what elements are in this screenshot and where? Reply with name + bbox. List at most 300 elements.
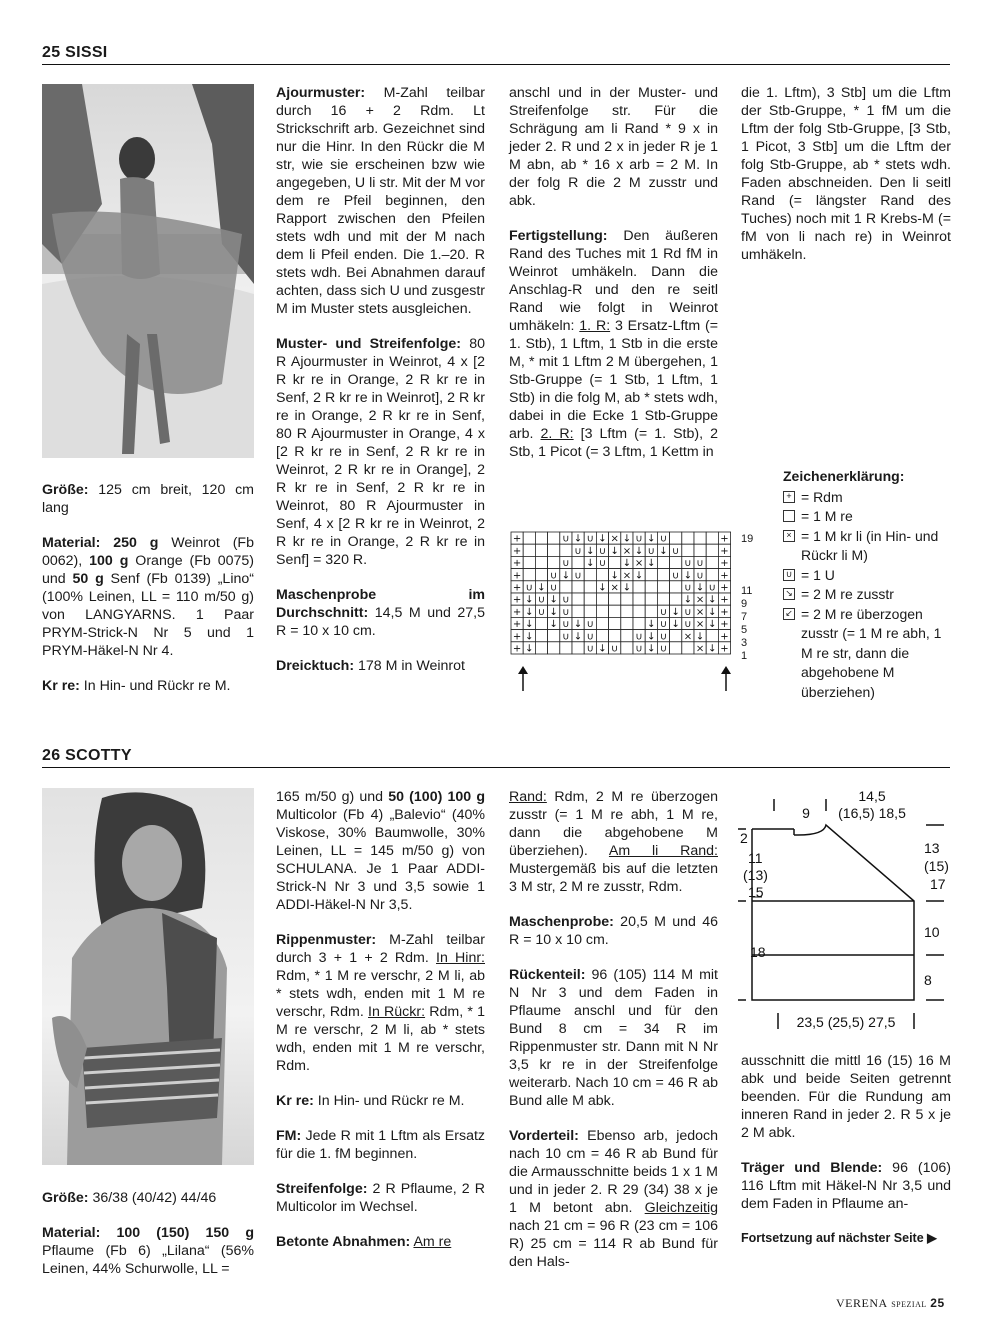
chart-cell <box>670 593 682 605</box>
chart-symbol: ↓ <box>634 570 644 582</box>
chart-cell <box>633 605 645 617</box>
chart-cell <box>609 556 621 568</box>
chart-symbol: ↓ <box>622 533 632 545</box>
chart-cell <box>548 630 560 642</box>
chart-cell <box>596 605 608 617</box>
chart-symbol: ↓ <box>573 619 583 631</box>
dim-left-2: (13) <box>743 867 768 883</box>
chart-symbol: ∪ <box>586 643 594 655</box>
chart-symbol: ↓ <box>586 558 595 570</box>
chart-symbol: ∪ <box>562 606 570 618</box>
chart-symbol: ↓ <box>549 594 558 606</box>
chart-symbol: × <box>695 619 705 631</box>
chart-cell <box>621 605 633 617</box>
legend-text: = 2 M re überzogen zusstr (= 1 M re abh, 1 M re str, dann die abgehobene M überziehen) <box>801 605 942 700</box>
ajour-text: M-Zahl teilbar durch 16 + 2 Rdm. Lt Strickschrift arb. Gezeichnet sind nur die Hinr. In den Rückr die M str, wie sie erscheinen bzw wie angegeben, U li str. Mit der M vor dem re Pfeil beginnen, den Rapport zwischen den Pfeilen stets wdh und mit der M nach dem li Pfeil enden. Die 1.–20. R stets wdh. Bei Abnahmen darauf achten, dass sich U und zusgestr M im Muster stets ausgleichen. <box>276 85 485 317</box>
row1-label: 1. R: <box>579 318 611 334</box>
chart-cell <box>621 593 633 605</box>
chart-cell <box>706 544 718 556</box>
chart-symbol: ∪ <box>586 619 594 631</box>
material-amount-2: 50 (100) 100 g <box>383 789 485 805</box>
chart-cell <box>535 630 547 642</box>
chart-cell <box>609 605 621 617</box>
dim-top: 14,5 <box>858 788 886 804</box>
chart-symbol: + <box>512 619 522 631</box>
chart-symbol: ↓ <box>622 582 632 594</box>
rippen-rueckr-label: In Rückr: <box>368 1004 426 1020</box>
chart-symbol: + <box>512 545 522 557</box>
chart-symbol: + <box>512 570 522 582</box>
legend-edge-stitch-icon: + <box>783 491 795 503</box>
chart-symbol: + <box>720 643 729 655</box>
dim-shoulder-drop: 2 <box>740 830 748 846</box>
legend-item <box>783 507 951 527</box>
chart-symbol: ∪ <box>562 558 570 570</box>
chart-symbol: ∪ <box>562 533 570 545</box>
chart-symbol: ↓ <box>708 606 717 618</box>
chart-symbol: ∪ <box>684 606 692 618</box>
chart-symbol: ↓ <box>573 533 583 545</box>
chart-cell <box>572 642 584 654</box>
continue-note: Fortsetzung auf nächster Seite ▶ <box>741 1231 937 1245</box>
chart-symbol: ↓ <box>586 545 595 557</box>
chart-symbol: ∪ <box>659 606 668 618</box>
krre-label: Kr re: <box>276 1093 314 1109</box>
chart-cell <box>657 569 669 581</box>
chart-symbol: × <box>622 570 632 582</box>
chart-symbol: ↓ <box>525 619 534 631</box>
dreieck-text: 178 M in Weinrot <box>354 658 465 674</box>
chart-symbol: ↓ <box>610 570 619 582</box>
chart-symbol: ∪ <box>635 631 643 643</box>
chart-cell <box>548 556 560 568</box>
chart-cell <box>572 581 584 593</box>
chart-cell <box>633 617 645 629</box>
chart-cell <box>548 642 560 654</box>
size-text: 36/38 (40/42) 44/46 <box>88 1190 217 1206</box>
chart-symbol: ↓ <box>695 631 705 643</box>
row-number: 7 <box>741 611 748 623</box>
chart-cell <box>535 532 547 544</box>
chart-symbol: ↓ <box>647 558 656 570</box>
streifen-text: 2 R Pflaume, 2 R Multicolor im Wechsel. <box>276 1181 485 1215</box>
chart-symbol: ∪ <box>635 643 643 655</box>
chart-cell <box>560 544 572 556</box>
chart-symbol: ↓ <box>537 582 546 594</box>
chart-symbol: ∪ <box>684 582 692 594</box>
chart-cell <box>621 617 633 629</box>
chart-cell <box>633 581 645 593</box>
vorder-gleichzeitig: Gleichzeitig <box>644 1200 719 1216</box>
chart-symbol: ∪ <box>537 606 546 618</box>
section-rule <box>42 64 950 65</box>
chart-symbol: × <box>610 582 619 594</box>
material-label: Material: <box>42 1225 101 1241</box>
section-title-sissi: 25 SISSI <box>42 44 108 61</box>
chart-cell <box>682 532 694 544</box>
fertig-label: Fertigstellung: <box>509 228 608 244</box>
chart-cell <box>535 556 547 568</box>
chart-cell <box>670 556 682 568</box>
chart-symbol: + <box>512 594 522 606</box>
chart-cell <box>657 581 669 593</box>
material-amount-3: 50 g <box>65 571 104 587</box>
chart-cell <box>609 617 621 629</box>
chart-cell <box>560 581 572 593</box>
legend-text: = 2 M re zusstr <box>801 586 894 602</box>
chart-cell <box>657 593 669 605</box>
row-number: 1 <box>741 650 748 662</box>
rippen-text: Rdm, * 1 M re verschr, 2 M li, ab * stets wdh, enden mit 1 M re verschr, Rdm. <box>276 968 485 1020</box>
chart-cell <box>706 556 718 568</box>
chart-cell <box>657 556 669 568</box>
row-number: 19 <box>741 533 754 545</box>
chart-legend <box>783 467 951 702</box>
chart-symbol: × <box>695 643 705 655</box>
chart-symbol: ↓ <box>561 570 571 582</box>
column-sissi-4 <box>741 84 951 281</box>
page-number: 25 <box>930 1296 945 1310</box>
material-label: Material: <box>42 535 101 551</box>
chart-symbol: ∪ <box>696 558 704 570</box>
col4-text: die 1. Lftm), 3 Stb] um die Lftm der Stb-Gruppe, * 1 fM um die Lftm der folg Stb-Gruppe, [3 Stb, 1 Picot, 3 Stb] um die Lftm der folg Stb-Gruppe, ab * stets wdh. Faden abschneiden. Den li seitl Rand (= längster Rand des Tuches) noch mit 1 R Krebs-M (= fM von li nach re) in Weinrot umhäkeln. <box>741 85 951 263</box>
rippen-hinr-label: In Hinr: <box>436 950 485 966</box>
legend-item <box>783 605 951 703</box>
chart-cell <box>645 605 657 617</box>
chart-symbol: ↓ <box>647 631 656 643</box>
chart-symbol: ↓ <box>695 582 705 594</box>
row1-text: 3 Ersatz-Lftm (= 1. Stb), 1 Lftm, 1 Stb in die erste M, * mit 1 Lftm 2 M übergehen, 1 Stb-Gruppe (= 1 Stb, 1 Lftm, 1 Stb) in die folg M, ab * stets wdh, dabei in die Ecke 1 Stb-Gruppe arb. <box>509 318 719 442</box>
vorder-text: Ebenso arb, jedoch nach 10 cm = 46 R ab Bund für die Armausschnitte beids 1 x 1 M und in jeder 2. R 29 (34) 38 x je 1 M betont abn. <box>509 1128 718 1216</box>
chart-cell <box>535 642 547 654</box>
chart-cell <box>609 630 621 642</box>
chart-symbol: ↓ <box>647 619 656 631</box>
chart-symbol: + <box>512 643 522 655</box>
material-cont-text-2: Multicolor (Fb 4) „Balevio“ (40% Viskose, 30% Baumwolle, 30% Leinen, LL = 145 m/50 g) von SCHULANA. Je 1 Paar ADDI-Strick-N Nr 3 und 3,5 sowie 1 ADDI-Häkel-N Nr 3,5. <box>276 807 485 913</box>
betont-label: Betonte Abnahmen: <box>276 1234 411 1250</box>
chart-cell <box>706 532 718 544</box>
row2-text: [3 Lftm (= 1. Stb), 2 Stb, 1 Picot (= 3 Lftm, 1 Kettm in <box>509 426 718 460</box>
chart-symbol: ∪ <box>659 619 668 631</box>
chart-symbol: ∪ <box>635 533 643 545</box>
size-text: 125 cm breit, 120 cm lang <box>42 482 254 516</box>
rand-right-label: Rand: <box>509 789 547 805</box>
chart-symbol: ∪ <box>562 631 570 643</box>
row-number: 11 <box>741 585 753 597</box>
chart-symbol: ∪ <box>659 643 668 655</box>
rippen-text: Rdm, * 1 M re verschr, 2 M li, ab * stets wdh, enden mit 1 M re verschr, Rdm. <box>276 1004 485 1074</box>
chart-cell <box>548 544 560 556</box>
dim-armhole: 10 <box>924 924 940 940</box>
col3-text: anschl und in der Muster- und Streifenfolge str. Für die Schrägung am li Rand * 9 x in jeder 2. R und 2 x in jeder R je 1 M abn, ab * 16 x arb = 2 M. In der folg R die 2 M zusstr und abk. <box>509 85 718 209</box>
chart-symbol: × <box>695 594 705 606</box>
chart-symbol: + <box>512 558 522 570</box>
chart-symbol: ↓ <box>683 570 693 582</box>
chart-cell <box>596 617 608 629</box>
column-scotty-1 <box>42 1189 254 1295</box>
chart-symbol: + <box>512 606 522 618</box>
chart-cell <box>560 642 572 654</box>
dim-left-1: 11 <box>748 850 763 866</box>
chart-symbol: ↓ <box>549 619 558 631</box>
chart-symbol: ∪ <box>550 582 558 594</box>
chart-cell <box>523 569 535 581</box>
chart-symbol: ↓ <box>683 594 693 606</box>
chart-symbol: ↓ <box>708 643 717 655</box>
vorder-text: nach 21 cm = 96 R (23 cm = 106 R) 25 cm = 114 R ab Bund für den Hals- <box>509 1218 718 1270</box>
chart-symbol: ↓ <box>610 545 619 557</box>
chart-symbol: ↓ <box>525 594 534 606</box>
chart-symbol: + <box>720 545 729 557</box>
chart-symbol: ↓ <box>708 594 717 606</box>
chart-symbol: ↓ <box>525 606 534 618</box>
chart-cell <box>609 593 621 605</box>
section-rule <box>42 767 950 768</box>
chart-symbol: ∪ <box>598 545 607 557</box>
material-text-2: Orange (Fb 0075) und <box>42 553 254 587</box>
chart-symbol: × <box>683 631 693 643</box>
chart-symbol: + <box>512 533 522 545</box>
size-label: Größe: <box>42 1190 89 1206</box>
legend-item <box>783 488 951 508</box>
row2-label: 2. R: <box>540 426 574 442</box>
legend-text: = 1 U <box>801 566 835 583</box>
chart-symbol: ↓ <box>671 606 680 618</box>
probe-label: Maschenprobe: <box>509 914 614 930</box>
fm-label: FM: <box>276 1128 302 1144</box>
fertig-text: Den äußeren Rand des Tuches mit 1 Rd fM in Weinrot umhäkeln. Dann die Anschlag-R und den re seitl Rand wie folgt in Weinrot umhäkeln: <box>509 228 718 334</box>
dreieck-label: Dreicktuch: <box>276 658 355 674</box>
row-number: 3 <box>741 637 748 649</box>
chart-symbol: + <box>720 533 729 545</box>
dim-right-3: 17 <box>930 876 946 892</box>
legend-title: Zeichenerklärung: <box>783 468 905 484</box>
chart-symbol: ↓ <box>622 558 632 570</box>
dim-neck: 9 <box>802 805 810 821</box>
chart-symbol: + <box>720 558 729 570</box>
chart-symbol: ∪ <box>598 558 607 570</box>
chart-cell <box>572 593 584 605</box>
repeat-arrow-left-icon <box>515 665 531 698</box>
probe-label: Maschenprobe im Durchschnitt: <box>276 587 485 621</box>
legend-item <box>783 566 951 586</box>
dim-right-2: (15) <box>924 858 949 874</box>
chart-cell <box>535 544 547 556</box>
model-photo-scotty <box>42 788 254 1165</box>
krre-label: Kr re: <box>42 678 80 694</box>
traeger-label: Träger und Blende: <box>741 1160 883 1176</box>
chart-cell <box>584 605 596 617</box>
chart-symbol: ∪ <box>611 643 619 655</box>
row-number: 9 <box>741 598 748 610</box>
knitting-chart-grid <box>509 530 739 660</box>
ajour-label: Ajourmuster: <box>276 85 366 101</box>
traeger-text: 96 (106) 116 Lftm mit Häkel-N Nr 3,5 und dem Faden in Pflaume an- <box>741 1160 951 1212</box>
chart-symbol: + <box>512 582 522 594</box>
chart-symbol: + <box>720 594 729 606</box>
chart-symbol: ∪ <box>562 619 570 631</box>
folge-label: Muster- und Streifenfolge: <box>276 336 462 352</box>
rand-left-text: Mustergemäß bis auf die letzten 3 M str, 2 M re zusstr, Rdm. <box>509 861 718 895</box>
chart-symbol: + <box>720 570 729 582</box>
chart-cell <box>670 642 682 654</box>
probe-text: 14,5 M und 27,5 R = 10 x 10 cm. <box>276 605 485 639</box>
material-amount-1: 250 g <box>100 535 159 551</box>
column-scotty-4 <box>741 1052 951 1247</box>
fm-text: Jede R mit 1 Lftm als Ersatz für die 1. fM beginnen. <box>276 1128 485 1162</box>
chart-symbol: ∪ <box>537 594 546 606</box>
chart-symbol: × <box>634 558 644 570</box>
legend-k2tog-icon: ↘ <box>783 588 795 600</box>
column-scotty-3 <box>509 788 718 1288</box>
chart-cell <box>706 630 718 642</box>
legend-yarn-over-icon: ∪ <box>783 569 795 581</box>
chart-cell <box>645 593 657 605</box>
chart-symbol: ↓ <box>525 643 534 655</box>
rippen-text: M-Zahl teilbar durch 3 + 1 + 2 Rdm. <box>276 932 485 966</box>
dim-right-1: 13 <box>924 840 940 856</box>
chart-cell <box>694 544 706 556</box>
schematic-drawing <box>738 785 953 1035</box>
size-label: Größe: <box>42 482 89 498</box>
chart-symbol: × <box>695 606 705 618</box>
legend-text: = Rdm <box>801 488 843 505</box>
column-sissi-2 <box>276 84 485 692</box>
chart-cell <box>584 581 596 593</box>
row-number: 5 <box>741 624 748 636</box>
chart-symbol: × <box>622 545 632 557</box>
chart-symbol: ∪ <box>684 619 692 631</box>
footer-brand: VERENA <box>836 1296 888 1310</box>
chart-symbol: + <box>720 631 729 643</box>
material-amount-1: 100 (150) 150 g <box>100 1225 254 1241</box>
chart-symbol: ↓ <box>598 582 607 594</box>
legend-item <box>783 585 951 605</box>
chart-symbol: ↓ <box>659 545 668 557</box>
legend-text: = 1 M kr li (in Hin- und Rückr li M) <box>801 527 939 563</box>
chart-symbol: ↓ <box>708 619 717 631</box>
chart-symbol: ∪ <box>672 545 680 557</box>
chart-cell <box>523 556 535 568</box>
legend-item <box>783 527 951 566</box>
betont-text: Am re <box>413 1234 452 1250</box>
krre-text: In Hin- und Rückr re M. <box>313 1093 465 1109</box>
chart-symbol: ∪ <box>647 545 655 557</box>
chart-cell <box>645 569 657 581</box>
chart-symbol: ↓ <box>549 606 558 618</box>
dim-body-height: 18 <box>750 944 766 960</box>
chart-symbol: ↓ <box>671 619 680 631</box>
garment-schematic <box>738 785 953 1035</box>
rueck-label: Rückenteil: <box>509 967 586 983</box>
chart-symbol: × <box>610 533 619 545</box>
dim-width: 23,5 (25,5) 27,5 <box>796 1014 896 1030</box>
legend-skp-icon: ↙ <box>783 608 795 620</box>
chart-symbol: ↓ <box>647 533 656 545</box>
folge-text: 80 R Ajourmuster in Weinrot, 4 x [2 R kr re in Orange, 2 R kr re in Senf, 2 R kr re in Weinrot], 2 R kr re in Orange, 2 R kr re in Senf, 80 R Ajourmuster in Orange, 4 x [2 R kr re in Senf, 2 R kr re in Weinrot, 2 R kr re in Orange], 2 R kr re in Senf, 2 R kr re in Weinrot, 80 R Ajourmuster in Senf, 4 x [2 R kr re in Weinrot, 2 R kr re in Orange, 2 R kr re in Senf] = 320 R. <box>276 336 485 568</box>
chart-row-numbers <box>741 533 753 663</box>
material-amount-2: 100 g <box>82 553 129 569</box>
dim-rib: 8 <box>924 972 932 988</box>
chart-symbol: ∪ <box>659 631 668 643</box>
chart-symbol: + <box>720 582 729 594</box>
vorder-label: Vorderteil: <box>509 1128 579 1144</box>
rueck-text: 96 (105) 114 M mit N Nr 3 und dem Faden in Pflaume anschl und für den Bund 8 cm = 34 R im Rippenmuster str. Dann mit N Nr 3,5 kr re in der Streifenfolge weiterarb. Nach 10 cm = 46 R ab Bund alle M abk. <box>509 967 718 1109</box>
column-sissi-1 <box>42 481 254 712</box>
chart-symbol: ∪ <box>586 533 594 545</box>
page-footer <box>836 1296 945 1311</box>
chart-symbol: ∪ <box>659 533 668 545</box>
dim-left-3: 15 <box>748 884 764 900</box>
legend-text: = 1 M re <box>801 508 853 524</box>
knitting-chart <box>509 530 739 660</box>
chart-symbol: ∪ <box>586 631 594 643</box>
chart-cell <box>706 569 718 581</box>
column-sissi-3 <box>509 84 718 461</box>
material-text-1: Pflaume (Fb 6) „Lilana“ (56% Leinen, 44% Schurwolle, LL = <box>42 1243 254 1277</box>
chart-symbol: ∪ <box>525 582 533 594</box>
chart-symbol: ∪ <box>696 570 704 582</box>
chart-symbol: ↓ <box>573 631 583 643</box>
probe-text: 20,5 M und 46 R = 10 x 10 cm. <box>509 914 718 948</box>
chart-cell <box>572 605 584 617</box>
chart-symbol: ↓ <box>634 545 644 557</box>
chart-cell <box>535 569 547 581</box>
rippen-label: Rippenmuster: <box>276 932 377 948</box>
chart-cell <box>682 642 694 654</box>
chart-symbol: ∪ <box>562 594 570 606</box>
chart-cell <box>621 630 633 642</box>
chart-symbol: ↓ <box>598 533 607 545</box>
chart-cell <box>535 617 547 629</box>
footer-spezial: SPEZIAL <box>891 1300 927 1309</box>
dim-top-2: (16,5) 18,5 <box>838 805 906 821</box>
chart-cell <box>596 593 608 605</box>
chart-symbol: ∪ <box>550 570 558 582</box>
chart-cell <box>596 630 608 642</box>
chart-cell <box>670 630 682 642</box>
legend-twisted-purl-icon: × <box>783 530 795 542</box>
chart-cell <box>584 569 596 581</box>
chart-cell <box>572 556 584 568</box>
col4-text: ausschnitt die mittl 16 (15) 16 M abk und beide Seiten getrennt beenden. Für die Rundung am inneren Rand in jeder 2. R 5 x je 2 M abk. <box>741 1053 951 1141</box>
chart-cell <box>670 532 682 544</box>
chart-symbol: + <box>512 631 522 643</box>
chart-symbol: ∪ <box>574 570 582 582</box>
chart-symbol: ∪ <box>684 558 692 570</box>
chart-symbol: ∪ <box>672 570 680 582</box>
material-text-1: Weinrot (Fb 0062), <box>42 535 254 569</box>
krre-text: In Hin- und Rückr re M. <box>79 678 231 694</box>
chart-symbol: ∪ <box>574 545 582 557</box>
model-photo-sissi <box>42 84 254 458</box>
chart-symbol: + <box>720 619 729 631</box>
chart-cell <box>596 569 608 581</box>
material-cont-text: 165 m/50 g) und <box>276 789 384 805</box>
chart-cell <box>694 532 706 544</box>
repeat-arrow-right-icon <box>718 665 734 698</box>
chart-symbol: + <box>720 606 729 618</box>
chart-cell <box>633 593 645 605</box>
chart-symbol: ↓ <box>598 643 607 655</box>
chart-cell <box>682 544 694 556</box>
rand-right-text: Rdm, 2 M re überzogen zusstr (= 1 M re abh, 1 M re, dann die abgehobene M überziehen). <box>509 789 718 859</box>
chart-cell <box>621 642 633 654</box>
material-text-3: Senf (Fb 0139) „Lino“ (100% Leinen, LL = 110 m/50 g) von LANGYARNS. 1 Paar PRYM-Strick-N Nr 5 und 1 PRYM-Häkel-N Nr 4. <box>42 571 254 659</box>
chart-symbol: ∪ <box>708 582 716 594</box>
chart-symbol: ↓ <box>525 631 534 643</box>
column-scotty-2 <box>276 788 485 1268</box>
